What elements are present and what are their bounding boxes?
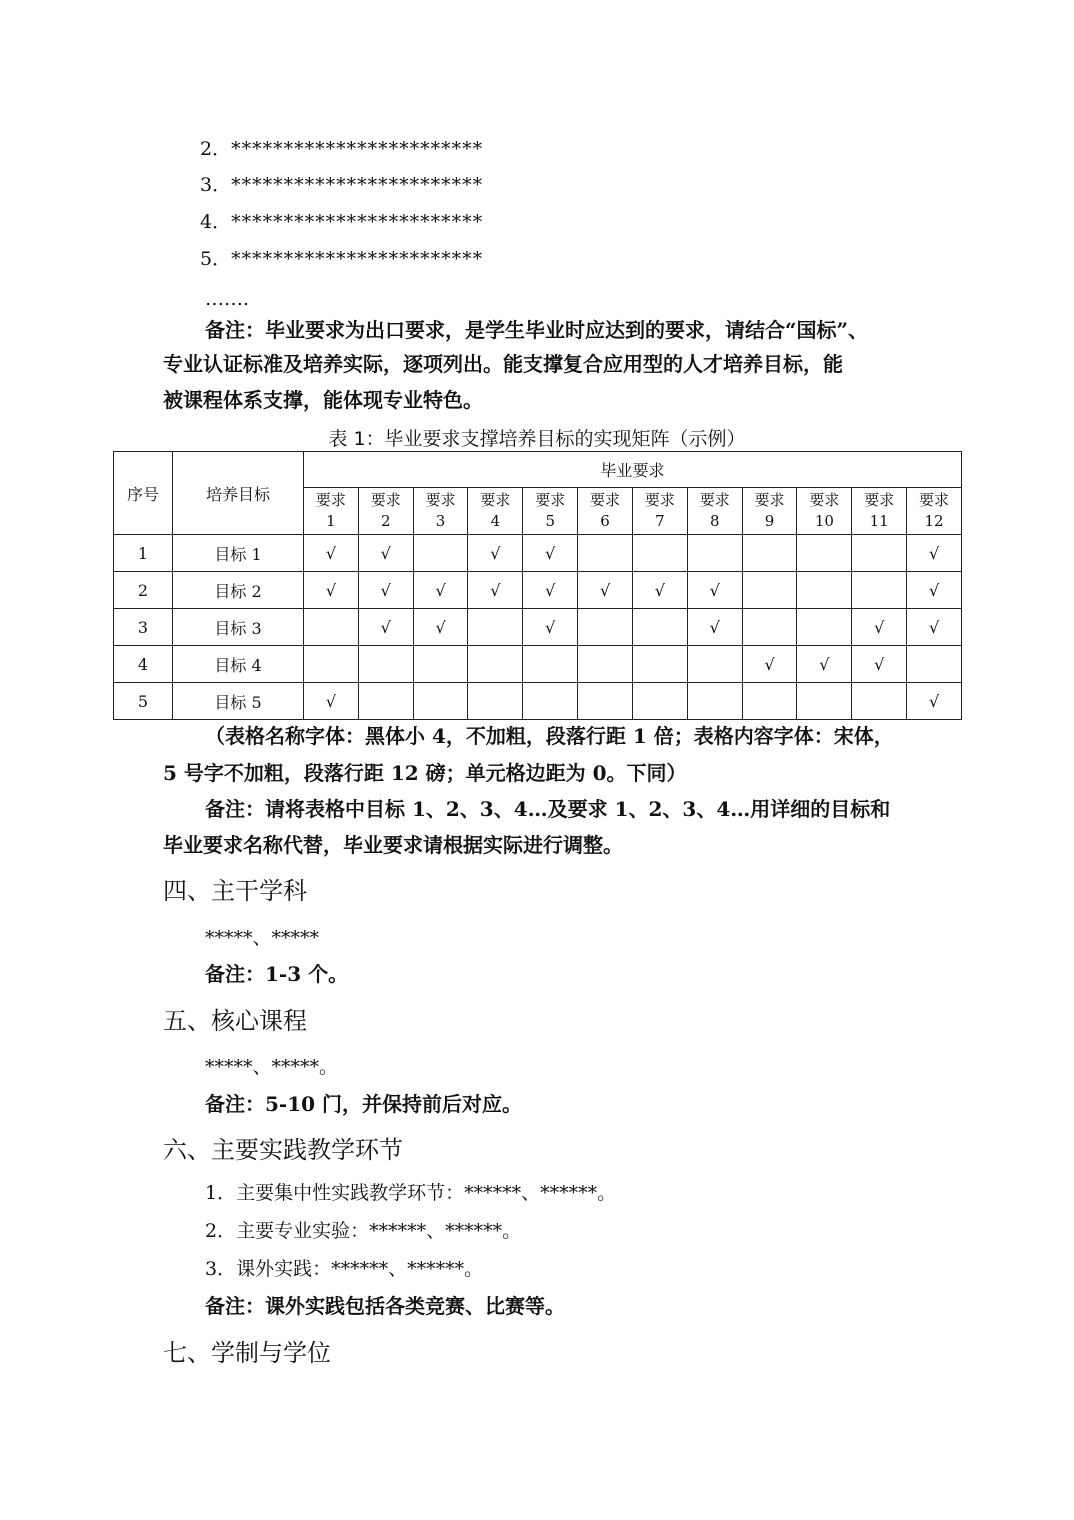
check-cell: √ <box>304 535 359 572</box>
req-number: 9 <box>764 512 775 530</box>
header-req-8 <box>687 488 742 535</box>
check-cell <box>413 646 468 683</box>
check-cell: √ <box>852 609 907 646</box>
check-cell <box>632 646 687 683</box>
format-note-line1: （表格名称字体：黑体小 4，不加粗，段落行距 1 倍；表格内容字体：宋体， <box>205 724 894 748</box>
req-prefix: 要求 <box>919 491 950 509</box>
check-cell: √ <box>742 646 797 683</box>
section-heading-main-discipline: 四、主干学科 <box>163 877 307 905</box>
row-goal: 目标 3 <box>173 609 304 646</box>
check-cell: √ <box>358 535 413 572</box>
note-graduation-req-line1: 备注：毕业要求为出口要求，是学生毕业时应达到的要求，请结合“国标”、 <box>205 318 869 342</box>
header-graduation-req: 毕业要求 <box>304 452 962 488</box>
section-heading-practice: 六、主要实践教学环节 <box>163 1136 403 1164</box>
check-cell: √ <box>687 609 742 646</box>
req-number: 10 <box>814 512 834 530</box>
check-cell <box>358 646 413 683</box>
check-cell: √ <box>687 572 742 609</box>
header-req-11 <box>852 488 907 535</box>
header-req-9 <box>742 488 797 535</box>
req-prefix: 要求 <box>809 491 840 509</box>
req-prefix: 要求 <box>370 491 401 509</box>
req-prefix: 要求 <box>480 491 511 509</box>
check-cell: √ <box>523 609 578 646</box>
header-req-6 <box>578 488 633 535</box>
note-graduation-req-line2: 专业认证标准及培养实际，逐项列出。能支撑复合应用型的人才培养目标，能 <box>163 352 843 376</box>
check-cell: √ <box>358 609 413 646</box>
check-cell <box>632 535 687 572</box>
row-goal: 目标 4 <box>173 646 304 683</box>
check-cell <box>632 609 687 646</box>
check-cell: √ <box>632 572 687 609</box>
check-cell: √ <box>523 535 578 572</box>
note-table-replace-line2: 毕业要求名称代替，毕业要求请根据实际进行调整。 <box>163 833 623 857</box>
header-req-2 <box>358 488 413 535</box>
check-cell: √ <box>523 572 578 609</box>
row-index: 2 <box>114 572 173 609</box>
check-cell <box>468 683 523 720</box>
check-cell <box>578 609 633 646</box>
req-number: 11 <box>869 512 889 530</box>
check-cell <box>797 609 852 646</box>
main-discipline-note: 备注：1-3 个。 <box>205 962 349 986</box>
list-item: 5．************************ <box>200 248 484 270</box>
check-cell <box>304 646 359 683</box>
row-index: 5 <box>114 683 173 720</box>
header-index: 序号 <box>114 452 173 535</box>
check-cell <box>797 683 852 720</box>
check-cell <box>797 535 852 572</box>
check-cell <box>413 683 468 720</box>
row-index: 1 <box>114 535 173 572</box>
section-heading-duration-degree: 七、学制与学位 <box>163 1339 331 1367</box>
table-row <box>114 683 962 720</box>
row-goal: 目标 2 <box>173 572 304 609</box>
check-cell: √ <box>304 572 359 609</box>
core-courses-content: *****、*****。 <box>205 1056 339 1078</box>
main-discipline-content: *****、***** <box>205 927 320 949</box>
list-item: 4．************************ <box>200 211 484 233</box>
header-req-5 <box>523 488 578 535</box>
check-cell <box>578 646 633 683</box>
header-req-1 <box>304 488 359 535</box>
core-courses-note: 备注：5-10 门，并保持前后对应。 <box>205 1092 523 1116</box>
check-cell <box>852 683 907 720</box>
header-req-4 <box>468 488 523 535</box>
practice-item: 2．主要专业实验：******、******。 <box>205 1220 522 1242</box>
check-cell <box>742 609 797 646</box>
check-cell: √ <box>797 646 852 683</box>
practice-item: 3．课外实践：******、******。 <box>205 1258 484 1280</box>
check-cell <box>632 683 687 720</box>
row-goal: 目标 1 <box>173 535 304 572</box>
practice-note: 备注：课外实践包括各类竞赛、比赛等。 <box>205 1294 565 1318</box>
req-prefix: 要求 <box>425 491 456 509</box>
req-prefix: 要求 <box>699 491 730 509</box>
check-cell: √ <box>907 683 962 720</box>
check-cell <box>742 535 797 572</box>
req-prefix: 要求 <box>754 491 785 509</box>
req-number: 2 <box>380 512 391 530</box>
check-cell <box>687 683 742 720</box>
check-cell: √ <box>468 535 523 572</box>
check-cell <box>687 535 742 572</box>
check-cell: √ <box>907 535 962 572</box>
note-graduation-req-line3: 被课程体系支撑，能体现专业特色。 <box>163 388 483 412</box>
check-cell: √ <box>304 683 359 720</box>
req-number: 3 <box>435 512 446 530</box>
check-cell <box>358 683 413 720</box>
check-cell: √ <box>578 572 633 609</box>
check-cell <box>742 683 797 720</box>
check-cell: √ <box>907 572 962 609</box>
row-index: 4 <box>114 646 173 683</box>
table-row <box>114 572 962 609</box>
header-req-3 <box>413 488 468 535</box>
note-table-replace-line1: 备注：请将表格中目标 1、2、3、4…及要求 1、2、3、4…用详细的目标和 <box>205 797 891 821</box>
check-cell <box>413 535 468 572</box>
table-row <box>114 609 962 646</box>
check-cell: √ <box>907 609 962 646</box>
req-number: 5 <box>545 512 555 530</box>
table-row <box>114 646 962 683</box>
req-prefix: 要求 <box>315 491 346 509</box>
check-cell <box>468 609 523 646</box>
check-cell <box>578 683 633 720</box>
check-cell <box>852 572 907 609</box>
check-cell <box>304 609 359 646</box>
requirement-matrix-table <box>113 451 962 720</box>
req-number: 8 <box>709 512 720 530</box>
ellipsis: ……. <box>205 288 250 310</box>
row-index: 3 <box>114 609 173 646</box>
check-cell <box>742 572 797 609</box>
check-cell <box>523 683 578 720</box>
req-number: 1 <box>326 512 336 530</box>
table-caption: 表 1：毕业要求支撑培养目标的实现矩阵（示例） <box>328 428 746 450</box>
req-prefix: 要求 <box>644 491 675 509</box>
check-cell <box>523 646 578 683</box>
header-req-10 <box>797 488 852 535</box>
practice-item: 1．主要集中性实践教学环节：******、******。 <box>205 1182 617 1204</box>
check-cell: √ <box>413 572 468 609</box>
req-number: 4 <box>490 512 501 530</box>
req-number: 12 <box>924 512 944 530</box>
list-item: 2．************************ <box>200 138 484 160</box>
check-cell <box>468 646 523 683</box>
header-req-7 <box>632 488 687 535</box>
check-cell <box>907 646 962 683</box>
check-cell <box>687 646 742 683</box>
check-cell <box>578 535 633 572</box>
check-cell: √ <box>358 572 413 609</box>
row-goal: 目标 5 <box>173 683 304 720</box>
req-number: 7 <box>655 512 665 530</box>
header-goal: 培养目标 <box>173 452 304 535</box>
check-cell: √ <box>413 609 468 646</box>
check-cell <box>852 535 907 572</box>
format-note-line2: 5 号字不加粗，段落行距 12 磅；单元格边距为 0。下同） <box>163 761 687 785</box>
list-item: 3．************************ <box>200 174 484 196</box>
check-cell: √ <box>468 572 523 609</box>
req-number: 6 <box>600 512 610 530</box>
check-cell: √ <box>852 646 907 683</box>
req-prefix: 要求 <box>864 491 895 509</box>
check-cell <box>797 572 852 609</box>
req-prefix: 要求 <box>535 491 566 509</box>
section-heading-core-courses: 五、核心课程 <box>163 1007 307 1035</box>
req-prefix: 要求 <box>590 491 621 509</box>
table-row <box>114 535 962 572</box>
header-req-12 <box>907 488 962 535</box>
